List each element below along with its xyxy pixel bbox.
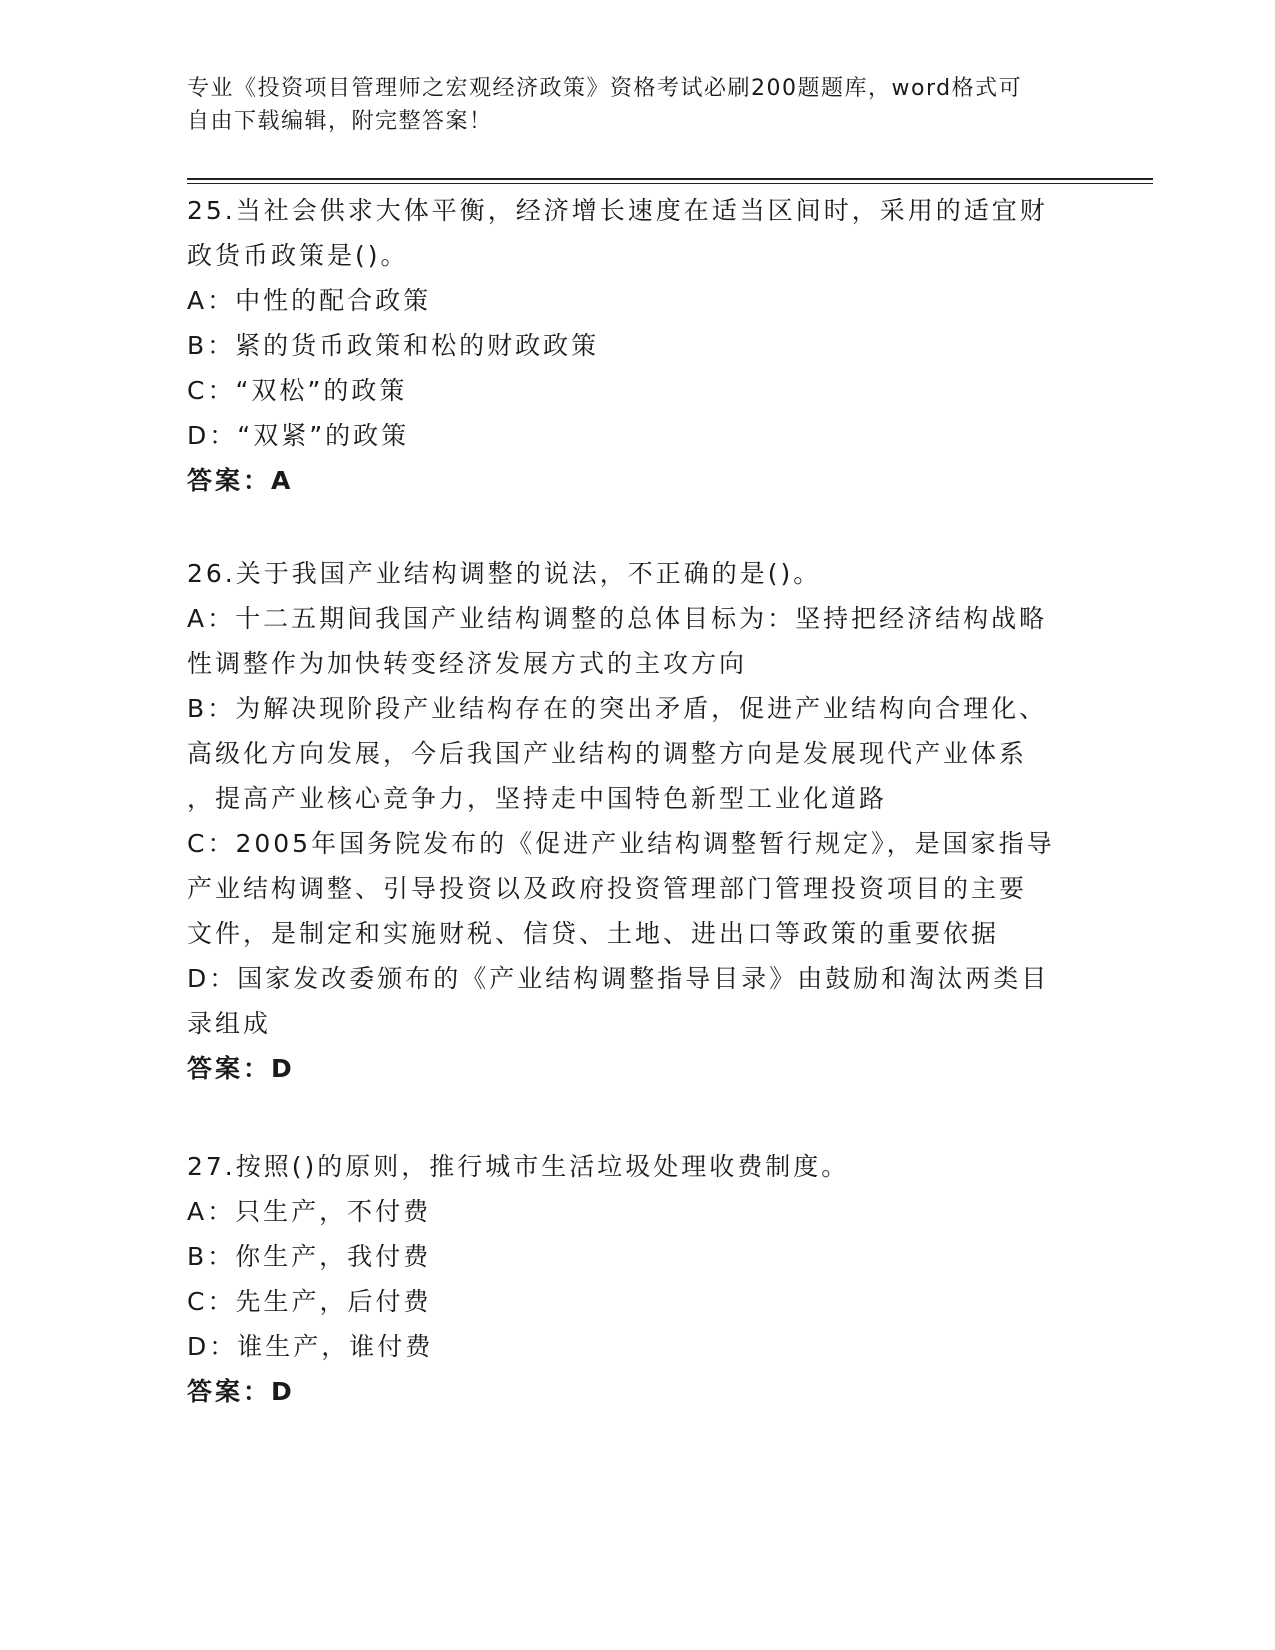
option-a: A：中性的配合政策 xyxy=(187,286,432,315)
header-divider-thin xyxy=(187,183,1153,184)
question-27 xyxy=(187,1144,1087,1415)
option-c-continued: 产业结构调整、引导投资以及政府投资管理部门管理投资项目的主要 xyxy=(187,874,1028,903)
option-c: C：先生产，后付费 xyxy=(187,1287,432,1316)
option-b-continued: 高级化方向发展，今后我国产业结构的调整方向是发展现代产业体系 xyxy=(187,739,1028,768)
answer-label: 答案：D xyxy=(187,1054,295,1083)
option-d: D：谁生产，谁付费 xyxy=(187,1332,434,1361)
option-b: B：为解决现阶段产业结构存在的突出矛盾，促进产业结构向合理化、 xyxy=(187,694,1048,723)
option-b: B：紧的货币政策和松的财政政策 xyxy=(187,331,600,360)
answer-label: 答案：D xyxy=(187,1377,295,1406)
header-line: 自由下载编辑，附完整答案！ xyxy=(187,109,493,134)
option-a-continued: 性调整作为加快转变经济发展方式的主攻方向 xyxy=(187,649,748,678)
question-stem: 27.按照()的原则，推行城市生活垃圾处理收费制度。 xyxy=(187,1152,850,1181)
question-25 xyxy=(187,188,1087,504)
option-b: B：你生产，我付费 xyxy=(187,1242,432,1271)
question-stem: 政货币政策是()。 xyxy=(187,241,409,270)
question-26 xyxy=(187,551,1087,1092)
document-header xyxy=(187,72,1087,138)
question-stem: 25.当社会供求大体平衡，经济增长速度在适当区间时，采用的适宜财 xyxy=(187,196,1048,225)
option-c: C：“双松”的政策 xyxy=(187,376,408,405)
option-d: D：“双紧”的政策 xyxy=(187,421,410,450)
option-c-continued: 文件，是制定和实施财税、信贷、土地、进出口等政策的重要依据 xyxy=(187,919,1000,948)
header-line: 专业《投资项目管理师之宏观经济政策》资格考试必刷200题题库，word格式可 xyxy=(187,76,1023,101)
answer-label: 答案：A xyxy=(187,466,294,495)
option-b-continued: ，提高产业核心竞争力，坚持走中国特色新型工业化道路 xyxy=(187,784,888,813)
option-a: A：只生产，不付费 xyxy=(187,1197,432,1226)
option-d: D：国家发改委颁布的《产业结构调整指导目录》由鼓励和淘汰两类目 xyxy=(187,964,1050,993)
question-stem: 26.关于我国产业结构调整的说法，不正确的是()。 xyxy=(187,559,822,588)
option-c: C：2005年国务院发布的《促进产业结构调整暂行规定》，是国家指导 xyxy=(187,829,1055,858)
option-d-continued: 录组成 xyxy=(187,1009,272,1038)
header-divider-thick xyxy=(187,178,1153,180)
option-a: A：十二五期间我国产业结构调整的总体目标为：坚持把经济结构战略 xyxy=(187,604,1048,633)
